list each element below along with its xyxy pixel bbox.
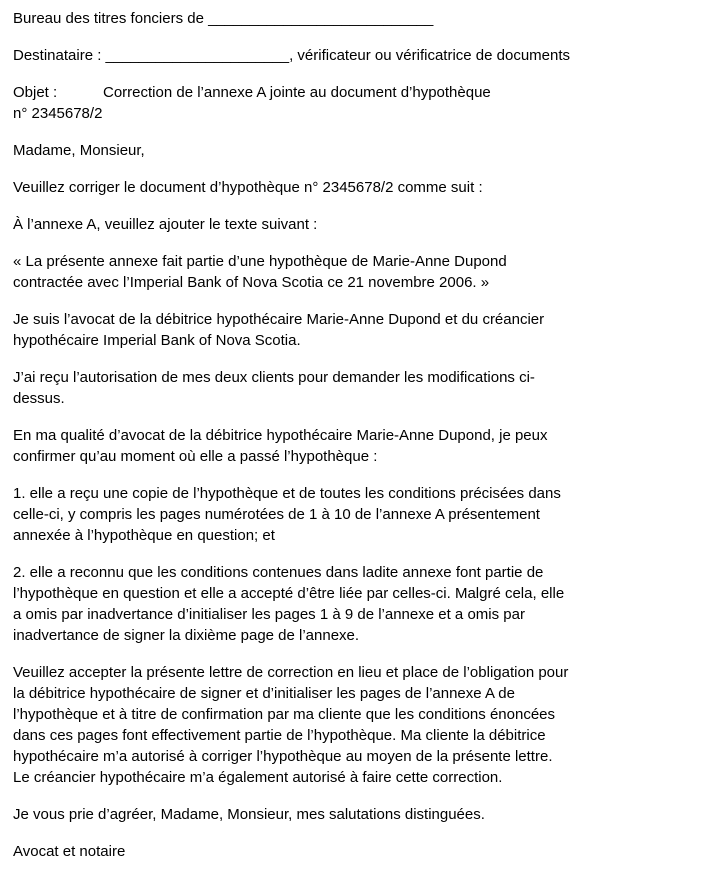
text-line: confirmer qu’au moment où elle a passé l’hypothèque : [13,448,378,465]
text-line: J’ai reçu l’autorisation de mes deux clients pour demander les modifications ci- [13,369,535,386]
paragraph-destinataire [13,45,694,66]
destinataire-line-with-blank-field: Destinataire : ______________________, vérificateur ou vérificatrice de documents [13,47,571,64]
text-line: inadvertance de signer la dixième page de l’annexe. [13,627,360,644]
paragraph-salutation [13,140,694,161]
paragraph-qualite-confirmation [13,425,694,467]
text-line: hypothécaire Imperial Bank of Nova Scotia. [13,332,301,349]
paragraph-acceptation [13,662,694,788]
paragraph-bureau [13,8,694,29]
objet-line [13,82,694,103]
text-line: dans ces pages font effectivement partie de l’hypothèque. Ma cliente la débitrice [13,727,546,744]
text-line: Je vous prie d’agréer, Madame, Monsieur, mes salutations distinguées. [13,806,485,823]
text-line: contractée avec l’Imperial Bank of Nova Scotia ce 21 novembre 2006. » [13,274,490,291]
paragraph-point-2 [13,562,694,646]
text-line: l’hypothèque et à titre de confirmation par ma cliente que les conditions énoncées [13,706,555,723]
paragraph-citation [13,251,694,293]
text-line: Veuillez corriger le document d’hypothèque n° 2345678/2 comme suit : [13,179,483,196]
text-line: Le créancier hypothécaire m’a également autorisé à faire cette correction. [13,769,503,786]
text-line: annexée à l’hypothèque en question; et [13,527,275,544]
text-line: dessus. [13,390,65,407]
text-line: Je suis l’avocat de la débitrice hypothécaire Marie-Anne Dupond et du créancier [13,311,545,328]
paragraph-signature-titre [13,841,694,862]
text-line: À l’annexe A, veuillez ajouter le texte suivant : [13,216,318,233]
text-line: l’hypothèque en question et elle a accepté d’être liée par celles-ci. Malgré cela, elle [13,585,565,602]
text-line: Avocat et notaire [13,843,126,860]
text-line: la débitrice hypothécaire de signer et d’initialiser les pages de l’annexe A de [13,685,515,702]
text-line: Madame, Monsieur, [13,142,145,159]
paragraph-instruction-annexe [13,214,694,235]
paragraph-presentation-avocat [13,309,694,351]
paragraph-formule-politesse [13,804,694,825]
text-line: 1. elle a reçu une copie de l’hypothèque et de toutes les conditions précisées dans [13,485,561,502]
text-line: En ma qualité d’avocat de la débitrice hypothécaire Marie-Anne Dupond, je peux [13,427,548,444]
text-line: hypothécaire m’a autorisé à corriger l’hypothèque au moyen de la présente lettre. [13,748,553,765]
paragraph-autorisation [13,367,694,409]
objet-subject-text: Correction de l’annexe A jointe au document d’hypothèque [103,84,491,101]
bureau-line-with-blank-field: Bureau des titres fonciers de ___________________________ [13,10,434,27]
objet-label: Objet : [13,84,58,101]
paragraph-point-1 [13,483,694,546]
paragraph-objet [13,82,694,124]
text-line: a omis par inadvertance d’initialiser les pages 1 à 9 de l’annexe et a omis par [13,606,525,623]
text-line: 2. elle a reconnu que les conditions contenues dans ladite annexe font partie de [13,564,544,581]
paragraph-demande-correction [13,177,694,198]
text-line: Veuillez accepter la présente lettre de correction en lieu et place de l’obligation pour [13,664,569,681]
text-line: celle-ci, y compris les pages numérotées de 1 à 10 de l’annexe A présentement [13,506,540,523]
text-line: « La présente annexe fait partie d’une hypothèque de Marie-Anne Dupond [13,253,507,270]
document-number: n° 2345678/2 [13,105,103,122]
